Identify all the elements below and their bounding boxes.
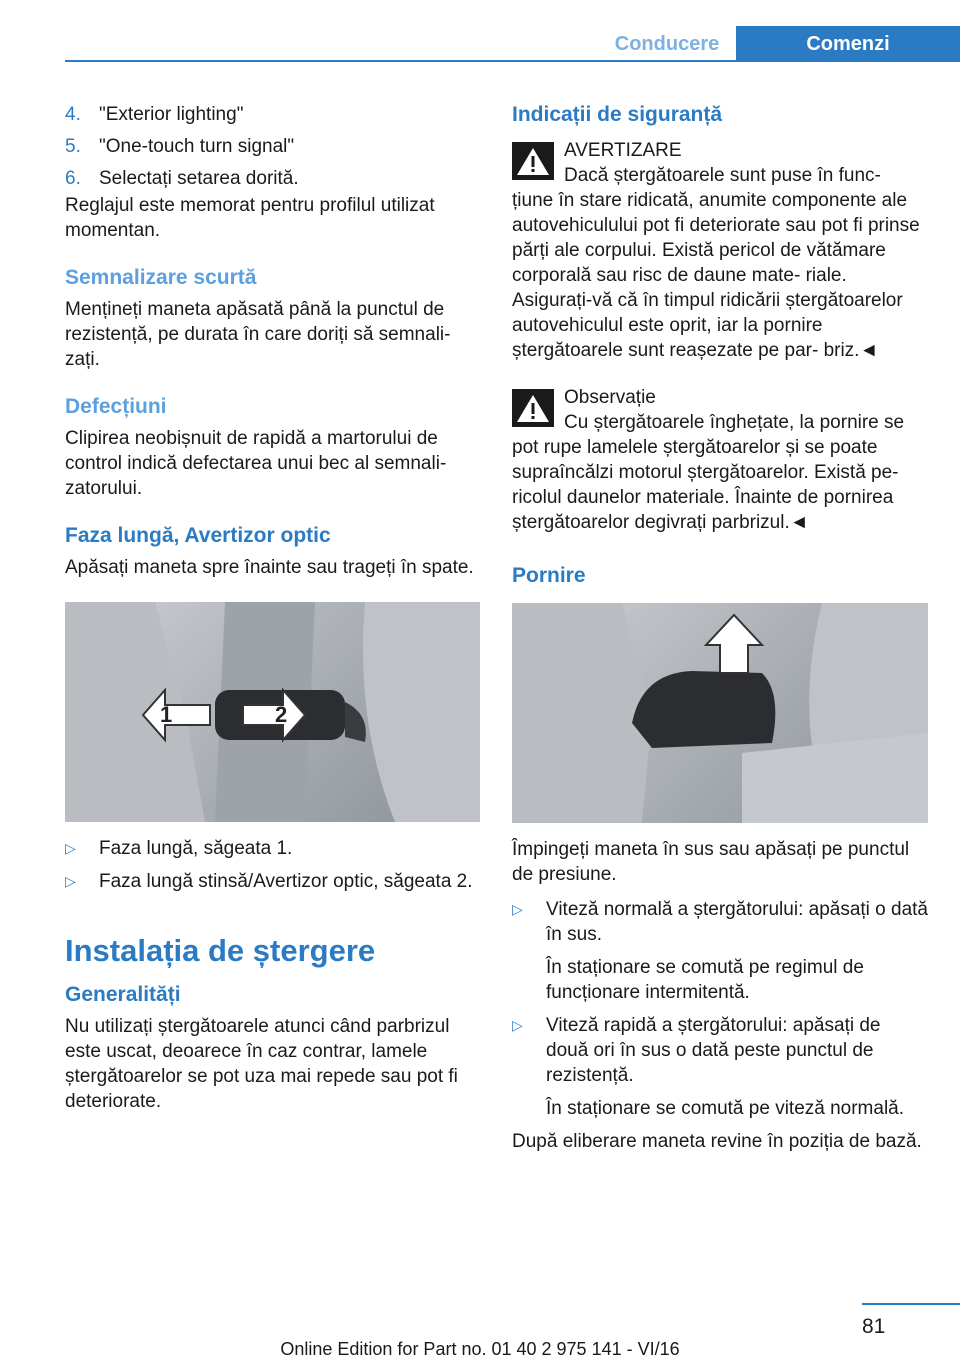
heading-pornire: Pornire bbox=[512, 564, 586, 587]
warning-triangle-icon bbox=[512, 142, 554, 180]
figure-lever-wipers bbox=[512, 603, 928, 823]
footer-rule bbox=[862, 1303, 960, 1305]
bullet-subtext: În staționare se comută pe viteză normală. bbox=[546, 1098, 905, 1119]
heading-semnalizare: Semnalizare scurtă bbox=[65, 266, 257, 289]
semnalizare-paragraph: Mențineți maneta apăsată până la punctul de rezistență, pe durata în care doriți să semnali‐ zați. bbox=[65, 299, 451, 370]
list-item: 4. "Exterior lighting" bbox=[65, 104, 244, 125]
tab-conducere[interactable]: Conducere bbox=[598, 26, 736, 62]
list-item: 6. Selectați setarea dorită. bbox=[65, 168, 299, 189]
heading-faza-lunga: Faza lungă, Avertizor optic bbox=[65, 524, 331, 547]
warning-text: țiune în stare ridicată, anumite componente ale autovehiculului pot fi deteriorate sau pot fi prinse părți ale corpului. Există pericol de vătămare corporală sau risc de daune mate‐ riale. Asigurați-vă că în timpul ridicării ștergătoarelor autovehiculul este oprit, iar la pornire ștergătoarele sunt reașezate pe par‐ briz.◄ bbox=[512, 190, 920, 361]
triangle-bullet-icon: ▷ bbox=[65, 840, 76, 856]
memo-paragraph: Reglajul este memorat pentru profilul utilizat momentan. bbox=[65, 195, 435, 241]
heading-instalatia: Instalația de ștergere bbox=[65, 933, 376, 968]
tab-comenzi[interactable]: Comenzi bbox=[736, 26, 960, 62]
wiper-lever-illustration bbox=[512, 603, 928, 823]
footer-edition: Online Edition for Part no. 01 40 2 975 141 - VI/16 bbox=[280, 1339, 680, 1359]
note-first-line: Cu ștergătoarele înghețate, la pornire se bbox=[564, 412, 905, 433]
final-paragraph: După eliberare maneta revine în poziția de bază. bbox=[512, 1131, 922, 1152]
list-item: ▷ Viteză rapidă a ștergătorului: apăsați de două ori în sus o dată peste punctul de rezistență. bbox=[512, 1015, 881, 1086]
warning-block bbox=[512, 138, 928, 363]
list-item: ▷ Faza lungă, săgeata 1. bbox=[65, 838, 293, 859]
list-item: ▷ Faza lungă stinsă/Avertizor optic, săgeata 2. bbox=[65, 871, 473, 892]
triangle-bullet-icon: ▷ bbox=[512, 1017, 523, 1033]
generalitati-paragraph: Nu utilizați ștergătoarele atunci când parbrizul este uscat, deoarece în caz contrar, lamele ștergătoarelor se pot uza mai repede sau pot fi deteriorate. bbox=[65, 1016, 458, 1112]
heading-generalitati: Generalități bbox=[65, 983, 181, 1006]
arrow-label-1: 1 bbox=[160, 702, 173, 727]
right-column bbox=[512, 102, 928, 1154]
list-item: ▷ Viteză normală a ștergătorului: apăsați o dată în sus. bbox=[512, 899, 928, 945]
lever-illustration bbox=[65, 602, 480, 822]
note-block bbox=[512, 385, 928, 535]
triangle-bullet-icon: ▷ bbox=[65, 873, 76, 889]
header-rule bbox=[65, 60, 960, 62]
defectiuni-paragraph: Clipirea neobișnuit de rapidă a martorului de control indică defectarea unui bec al semnali‐ zatorului. bbox=[65, 428, 447, 499]
left-column bbox=[65, 102, 480, 1114]
note-text: pot rupe lamelele ștergătoarelor și se poate supraîncălzi motorul ștergătoarelor. Există pe‐ ricolul daunelor materiale. Înainte de pornirea ștergătoarelor degivrați parbrizul.◄ bbox=[512, 437, 899, 533]
heading-defectiuni: Defecțiuni bbox=[65, 395, 167, 418]
arrow-label-2: 2 bbox=[275, 702, 288, 727]
page-number: 81 bbox=[862, 1315, 886, 1338]
faza-paragraph: Apăsați maneta spre înainte sau trageți în spate. bbox=[65, 557, 474, 578]
warning-triangle-icon bbox=[512, 389, 554, 427]
figure-lever-headlights bbox=[65, 602, 480, 822]
list-item: 5. "One-touch turn signal" bbox=[65, 136, 295, 157]
pornire-paragraph: Împingeți maneta în sus sau apăsați pe punctul de presiune. bbox=[512, 839, 910, 885]
warning-first-line: Dacă ștergătoarele sunt puse în func‐ bbox=[564, 165, 881, 186]
warning-heading: AVERTIZARE bbox=[564, 140, 682, 161]
bullet-subtext: În staționare se comută pe regimul de funcționare intermitentă. bbox=[546, 957, 864, 1003]
triangle-bullet-icon: ▷ bbox=[512, 901, 523, 917]
note-heading: Observație bbox=[564, 387, 656, 408]
heading-safety: Indicații de siguranță bbox=[512, 103, 723, 126]
